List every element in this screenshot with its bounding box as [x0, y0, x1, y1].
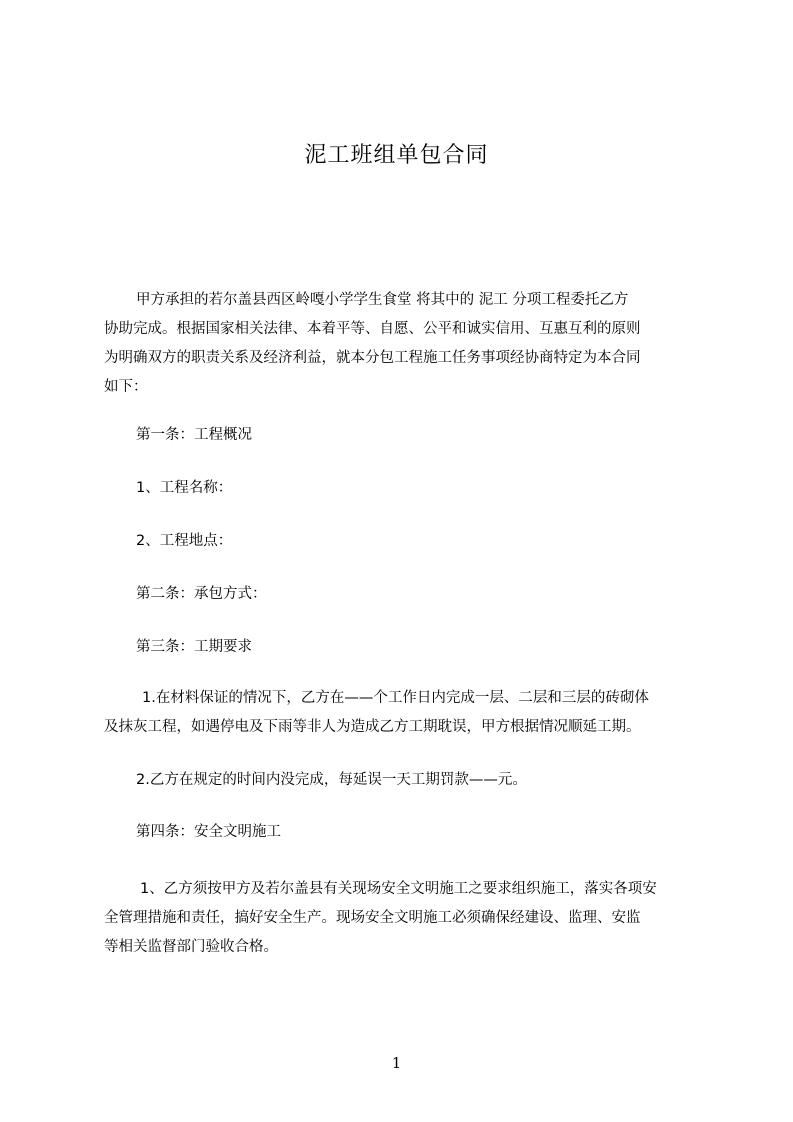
intro-line-4: 如下：	[104, 379, 148, 395]
page-number: 1	[391, 1054, 402, 1072]
intro-line-1: 甲方承担的若尔盖县西区岭嘎小学学生食堂 将其中的 泥工 分项工程委托乙方	[136, 292, 629, 308]
article-2-heading: 第二条：承包方式：	[136, 586, 267, 602]
art3-p1-line-2: 及抹灰工程，如遇停电及下雨等非人为造成乙方工期耽误，甲方根据情况顺延工期。	[104, 719, 641, 735]
project-location-item: 2、工程地点：	[136, 533, 233, 549]
article-4-paragraph-1	[104, 875, 694, 962]
art4-p1-line-1: 1、乙方须按甲方及若尔盖县有关现场安全文明施工之要求组织施工，落实各项安	[140, 881, 657, 897]
art4-p1-line-2: 全管理措施和责任，搞好安全生产。现场安全文明施工必须确保经建设、监理、安监	[104, 910, 641, 926]
article-3-paragraph-1	[104, 684, 694, 742]
intro-line-2: 协助完成。根据国家相关法律、本着平等、自愿、公平和诚实信用、互惠互利的原则	[104, 321, 641, 337]
intro-paragraph	[104, 286, 694, 402]
article-3-heading: 第三条：工期要求	[136, 639, 252, 655]
project-name-item: 1、工程名称：	[136, 480, 233, 496]
article-4-heading: 第四条：安全文明施工	[136, 824, 281, 840]
article-1-heading: 第一条：工程概况	[136, 427, 252, 443]
art3-p1-line-1: 1.在材料保证的情况下，乙方在——个工作日内完成一层、二层和三层的砖砌体	[142, 690, 649, 706]
art4-p1-line-3: 等相关监督部门验收合格。	[104, 939, 278, 955]
article-3-paragraph-2: 2.乙方在规定的时间内没完成，每延误一天工期罚款——元。	[136, 772, 527, 788]
intro-line-3: 为明确双方的职责关系及经济利益，就本分包工程施工任务事项经协商特定为本合同	[104, 350, 641, 366]
document-title: 泥工班组单包合同	[304, 143, 489, 168]
